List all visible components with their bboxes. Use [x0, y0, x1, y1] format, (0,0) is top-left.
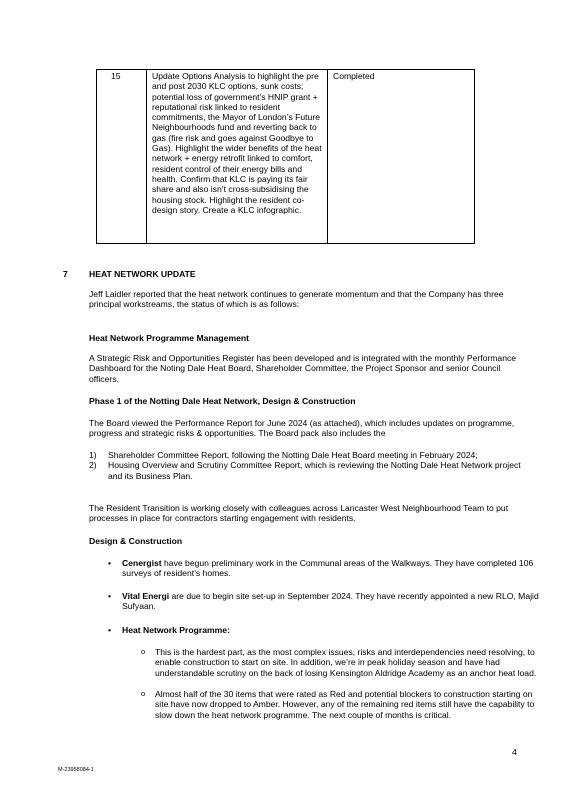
bullet-text: are due to begin site set-up in September 2024. They have recently appointed a new RLO, Majid Sufyaan. [122, 591, 539, 612]
action-number: 15 [97, 70, 147, 244]
sub-bullet-text: Almost half of the 30 items that were rated as Red and potential blockers to construction starting on site have now dropped to Amber. However, any of the remaining red items still have the capability to slow down the heat network programme. The next couple of months is critical. [155, 689, 535, 720]
circle-o-icon: o [141, 689, 146, 698]
resident-transition-text: The Resident Transition is working closely with colleagues across Lancaster West Neighbourhood Team to put processes in place for contractors starting engagement with residents. [89, 503, 509, 524]
sub-bullet-item [141, 689, 545, 720]
action-table [96, 69, 475, 244]
list-number: 2) [89, 460, 97, 471]
section-intro: Jeff Laidler reported that the heat network continues to generate momentum and that the Company has three principal workstreams, the status of which is as follows: [89, 289, 504, 310]
bullet-dot-icon: • [108, 625, 112, 635]
section-title: HEAT NETWORK UPDATE [89, 269, 196, 279]
bullet-item [108, 558, 542, 579]
bullet-item [108, 591, 542, 612]
circle-o-icon: o [141, 647, 146, 656]
phase1-heading: Phase 1 of the Notting Dale Heat Network, Design & Construction [89, 396, 356, 406]
bullet-bold: Cenergist [122, 558, 162, 568]
list-number: 1) [89, 450, 97, 460]
sub-bullet-item [141, 647, 545, 678]
page-number: 4 [512, 747, 517, 757]
list-item [89, 460, 529, 481]
sub-bullet-text: This is the hardest part, as the most complex issues, risks and interdependencies need resolving, to enable construction to start on site. In addition, we’re in peak holiday season and have had understandable scrutiny on the back of losing Kensington Aldridge Academy as an anchor heat load. [155, 647, 537, 678]
bullet-dot-icon: • [108, 558, 112, 568]
bullet-dot-icon: • [108, 591, 112, 601]
phase1-list [89, 450, 529, 481]
list-item-text: Shareholder Committee Report, following the Notting Dale Heat Board meeting in February 2024; [108, 450, 478, 460]
table-row [97, 70, 475, 244]
bullet-item [108, 625, 542, 635]
programme-mgmt-heading: Heat Network Programme Management [89, 333, 249, 343]
phase1-text: The Board viewed the Performance Report for June 2024 (as attached), which includes updates on programme, progress and strategic risks & opportunities. The Board pack also includes the [89, 418, 515, 439]
action-status: Completed [328, 70, 475, 244]
section-number: 7 [63, 269, 68, 279]
bullet-text: have begun preliminary work in the Communal areas of the Walkways. They have completed 106 surveys of resident’s homes. [122, 558, 534, 579]
design-heading: Design & Construction [89, 536, 183, 546]
bullet-bold: Heat Network Programme: [122, 625, 230, 635]
list-item-text: Housing Overview and Scrutiny Committee Report, which is reviewing the Notting Dale Heat Network project and its Business Plan. [108, 460, 521, 481]
list-item [89, 450, 529, 460]
action-description: Update Options Analysis to highlight the pre and post 2030 KLC options, sunk costs; potential loss of government’s HNIP grant + reputational risk linked to resident commitments, the Mayor of London’s Future Neighbourhoods fund and reverting back to gas (fire risk and goes against Goodbye to Gas). Highlight the wider benefits of the heat network + energy retrofit linked to comfort, resident control of their energy bills and health. Confirm that KLC is paying its fair share and also isn’t cross-subsidising the housing stock. Highlight the resident co-design story. Create a KLC infographic. [147, 70, 328, 244]
document-reference: M-23958084-1 [58, 767, 94, 773]
programme-mgmt-text: A Strategic Risk and Opportunities Register has been developed and is integrated with the monthly Performance Dashboard for the Noting Dale Heat Board, Shareholder Committee, the Project Sponsor and senior Council officers. [89, 353, 517, 384]
bullet-bold: Vital Energi [122, 591, 170, 601]
